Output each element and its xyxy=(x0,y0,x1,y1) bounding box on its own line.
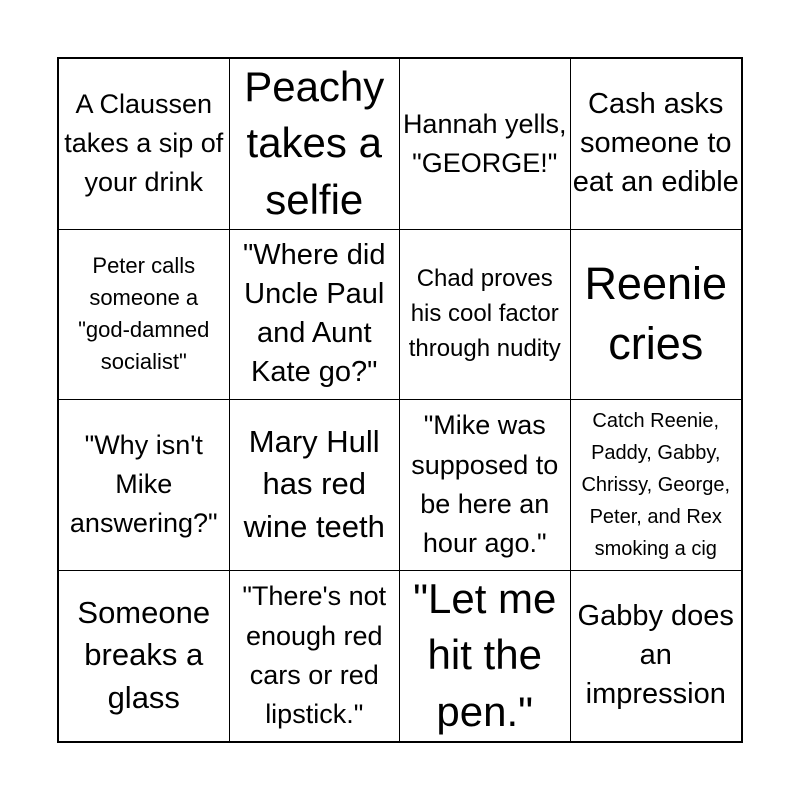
square-text: Peachy takes a selfie xyxy=(244,62,385,224)
square-text: Catch Reenie, Paddy, Gabby, Chrissy, George, Peter, and Rex smoking a cig xyxy=(581,409,731,560)
bingo-square[interactable] xyxy=(400,400,571,571)
square-text: Cash asks someone to eat an edible xyxy=(572,88,739,199)
bingo-square[interactable] xyxy=(230,59,401,230)
square-text: Reenie cries xyxy=(584,258,728,370)
square-text: Chad proves his cool factor through nudity xyxy=(408,265,561,362)
square-text: Peter calls someone a "god-damned socialist" xyxy=(78,253,210,375)
square-text: "Why isn't Mike answering?" xyxy=(69,430,218,539)
square-text: "Let me hit the pen." xyxy=(413,574,557,736)
bingo-board xyxy=(57,57,743,743)
square-text: "Where did Uncle Paul and Aunt Kate go?" xyxy=(243,238,386,389)
square-text: "There's not enough red cars or red lipstick." xyxy=(242,581,387,729)
square-text: Hannah yells, "GEORGE!" xyxy=(402,108,567,178)
bingo-square[interactable] xyxy=(571,571,742,742)
square-text: A Claussen takes a sip of your drink xyxy=(64,89,224,198)
bingo-square[interactable] xyxy=(59,400,230,571)
bingo-square[interactable] xyxy=(230,400,401,571)
square-text: Gabby does an impression xyxy=(577,600,734,711)
bingo-square[interactable] xyxy=(230,571,401,742)
square-text: "Mike was supposed to be here an hour ago." xyxy=(411,410,559,558)
bingo-square[interactable] xyxy=(59,59,230,230)
bingo-square[interactable] xyxy=(59,571,230,742)
bingo-square[interactable] xyxy=(230,230,401,401)
square-text: Mary Hull has red wine teeth xyxy=(243,423,385,545)
bingo-square[interactable] xyxy=(400,59,571,230)
square-text: Someone breaks a glass xyxy=(77,594,211,716)
bingo-square[interactable] xyxy=(59,230,230,401)
bingo-square[interactable] xyxy=(571,400,742,571)
bingo-square[interactable] xyxy=(571,59,742,230)
bingo-square[interactable] xyxy=(571,230,742,401)
bingo-square[interactable] xyxy=(400,230,571,401)
bingo-square[interactable] xyxy=(400,571,571,742)
